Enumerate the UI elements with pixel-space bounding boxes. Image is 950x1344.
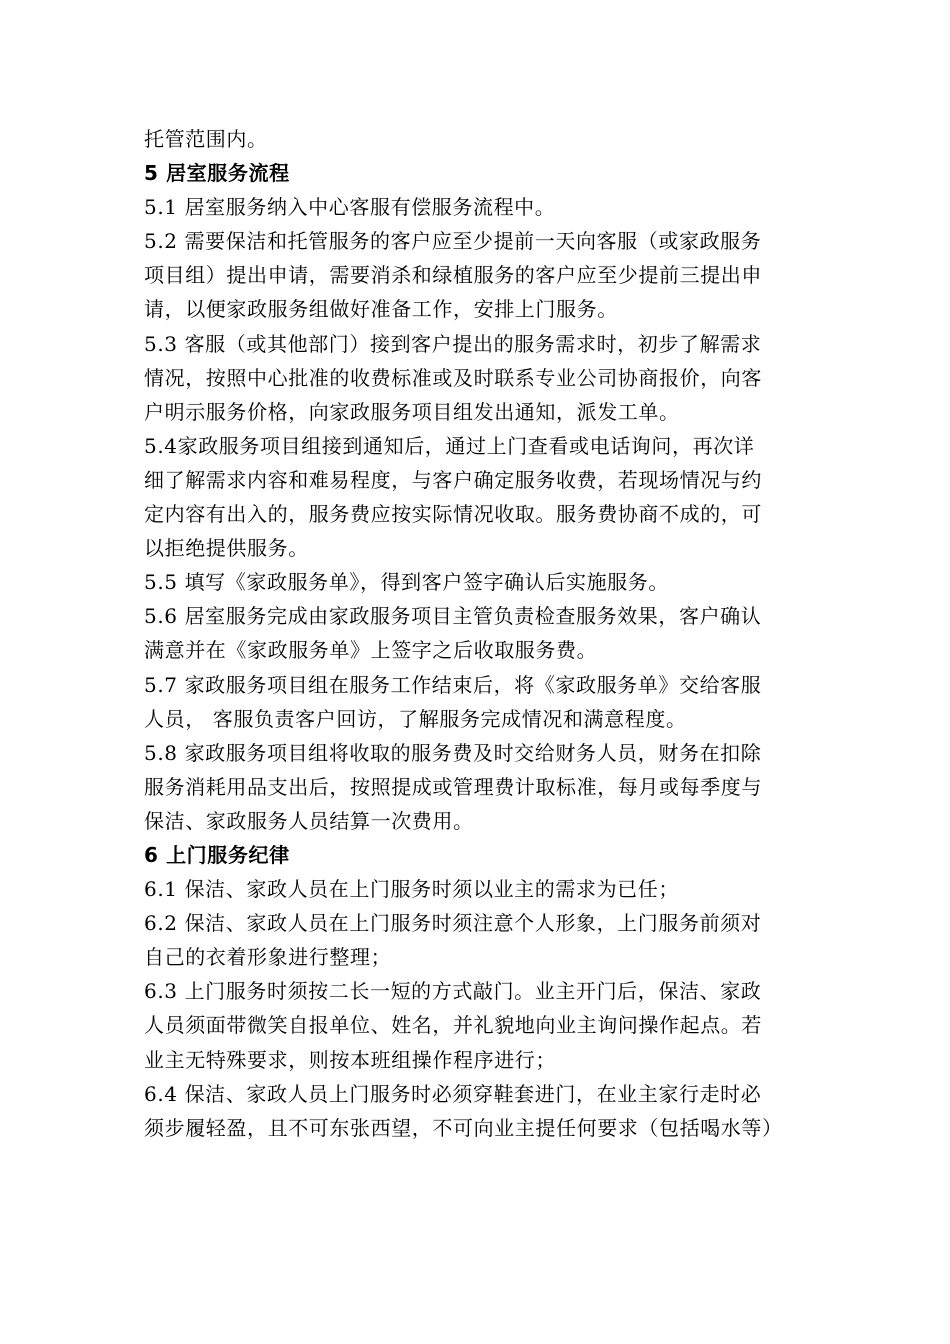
section-heading bbox=[144, 156, 810, 190]
text-line: 细了解需求内容和难易程度，与客户确定服务收费，若现场情况与约 bbox=[144, 467, 762, 492]
paragraph bbox=[144, 565, 810, 599]
text-line: 保洁、家政服务人员结算一次费用。 bbox=[144, 808, 474, 833]
text-line: 满意并在《家政服务单》上签字之后收取服务费。 bbox=[144, 638, 598, 663]
text-line: 6.4 保洁、家政人员上门服务时必须穿鞋套进门，在业主家行走时必 bbox=[144, 1081, 762, 1106]
text-line: 5.7 家政服务项目组在服务工作结束后，将《家政服务单》交给客服 bbox=[144, 672, 762, 697]
paragraph bbox=[144, 736, 810, 838]
section-heading bbox=[144, 838, 810, 872]
text-line: 5.3 客服（或其他部门）接到客户提出的服务需求时，初步了解需求 bbox=[144, 331, 762, 356]
paragraph bbox=[144, 599, 810, 667]
text-line: 人员须面带微笑自报单位、姓名，并礼貌地向业主询问操作起点。若 bbox=[144, 1013, 762, 1038]
paragraph bbox=[144, 668, 810, 736]
text-line: 5.4家政服务项目组接到通知后，通过上门查看或电话询问，再次详 bbox=[144, 433, 755, 458]
paragraph bbox=[144, 974, 810, 1076]
paragraph bbox=[144, 122, 810, 156]
text-line: 5.8 家政服务项目组将收取的服务费及时交给财务人员，财务在扣除 bbox=[144, 740, 762, 765]
text-line: 以拒绝提供服务。 bbox=[144, 536, 309, 561]
text-line: 6.1 保洁、家政人员在上门服务时须以业主的需求为已任； bbox=[144, 877, 679, 902]
document-page bbox=[144, 122, 810, 1145]
paragraph bbox=[144, 429, 810, 565]
text-line: 人员， 客服负责客户回访，了解服务完成情况和满意程度。 bbox=[144, 706, 687, 731]
text-line: 请，以便家政服务组做好准备工作，安排上门服务。 bbox=[144, 297, 618, 322]
text-line: 定内容有出入的，服务费应按实际情况收取。服务费协商不成的，可 bbox=[144, 502, 762, 527]
text-line: 业主无特殊要求，则按本班组操作程序进行； bbox=[144, 1047, 556, 1072]
text-line: 6.3 上门服务时须按二长一短的方式敲门。业主开门后，保洁、家政 bbox=[144, 979, 762, 1004]
text-line: 5.1 居室服务纳入中心客服有偿服务流程中。 bbox=[144, 195, 556, 220]
text-line: 5.6 居室服务完成由家政服务项目主管负责检查服务效果，客户确认 bbox=[144, 604, 762, 629]
text-line: 自己的衣着形象进行整理； bbox=[144, 945, 392, 970]
text-line: 5.5 填写《家政服务单》，得到客户签字确认后实施服务。 bbox=[144, 570, 669, 595]
text-line: 须步履轻盈，且不可东张西望，不可向业主提任何要求（包括喝水等） bbox=[144, 1115, 783, 1140]
text-line: 托管范围内。 bbox=[144, 127, 268, 151]
paragraph bbox=[144, 906, 810, 974]
paragraph bbox=[144, 190, 810, 224]
text-line: 5 居室服务流程 bbox=[144, 161, 290, 186]
paragraph bbox=[144, 224, 810, 326]
text-line: 6 上门服务纪律 bbox=[144, 842, 290, 867]
paragraph bbox=[144, 872, 810, 906]
text-line: 情况，按照中心批准的收费标准或及时联系专业公司协商报价，向客 bbox=[144, 365, 762, 390]
paragraph bbox=[144, 1077, 810, 1145]
paragraph bbox=[144, 327, 810, 429]
text-line: 户明示服务价格，向家政服务项目组发出通知，派发工单。 bbox=[144, 399, 680, 424]
text-line: 6.2 保洁、家政人员在上门服务时须注意个人形象，上门服务前须对 bbox=[144, 911, 762, 936]
text-line: 服务消耗用品支出后，按照提成或管理费计取标准，每月或每季度与 bbox=[144, 774, 762, 799]
text-line: 项目组）提出申请，需要消杀和绿植服务的客户应至少提前三提出申 bbox=[144, 263, 762, 288]
text-line: 5.2 需要保洁和托管服务的客户应至少提前一天向客服（或家政服务 bbox=[144, 229, 762, 254]
